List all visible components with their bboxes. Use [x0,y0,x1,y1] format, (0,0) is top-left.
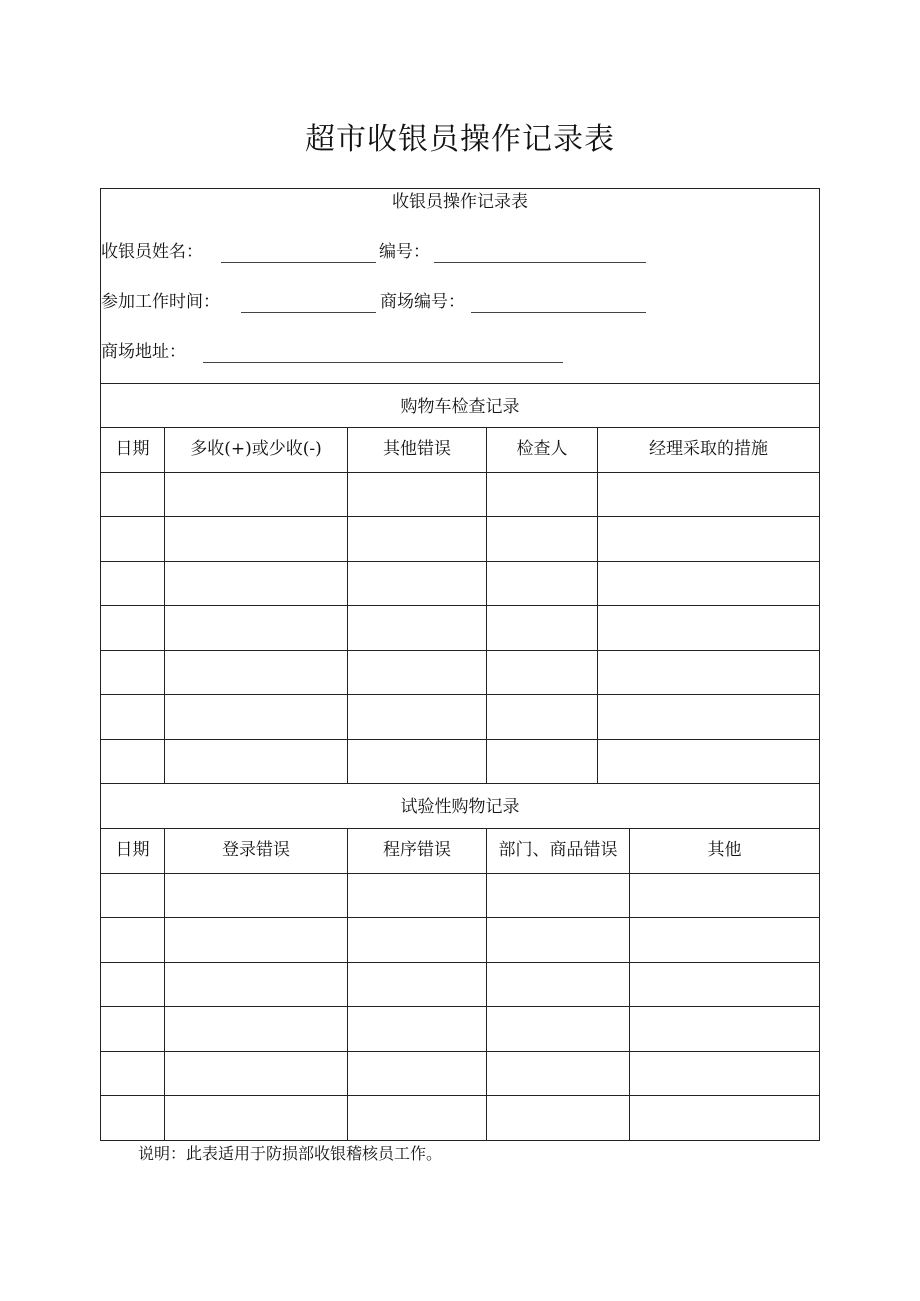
table-cell[interactable] [164,651,347,695]
column-header: 日期 [115,439,150,459]
table-cell[interactable] [629,918,819,962]
table-cell[interactable] [164,1007,347,1051]
column-header: 其他 [629,829,819,873]
table-row [101,605,819,649]
table-cell[interactable] [347,874,486,918]
store-address-field[interactable] [203,362,563,363]
column-header: 程序错误 [347,829,486,873]
table-cell[interactable] [486,1007,629,1051]
start-date-label: 参加工作时间： [101,292,220,312]
table-cell[interactable] [486,473,597,517]
table-cell[interactable] [597,606,819,650]
start-date-field[interactable] [241,312,376,313]
table-cell[interactable] [164,473,347,517]
column-header: 多收(+)或少收(-) [164,428,347,472]
table-cell[interactable] [347,740,486,784]
test-purchase-header-row [101,828,819,872]
table-cell[interactable] [347,963,486,1007]
store-number-field[interactable] [471,312,646,313]
table-cell[interactable] [629,963,819,1007]
table-cell[interactable] [597,473,819,517]
table-cell[interactable] [486,562,597,606]
table-cell[interactable] [486,651,597,695]
page-title: 超市收银员操作记录表 [305,122,615,157]
table-cell[interactable] [101,963,164,1007]
cart-check-header-row [101,427,819,471]
table-row [101,739,819,783]
table-cell[interactable] [164,517,347,561]
table-cell[interactable] [164,1096,347,1140]
table-cell[interactable] [347,1052,486,1096]
table-cell[interactable] [347,1007,486,1051]
form-header: 收银员操作记录表 [392,192,528,212]
table-cell[interactable] [347,695,486,739]
table-cell[interactable] [597,651,819,695]
table-cell[interactable] [164,740,347,784]
store-address-label: 商场地址： [101,342,186,362]
table-row [101,1051,819,1095]
table-cell[interactable] [486,740,597,784]
section-divider [101,383,819,384]
table-row [101,873,819,917]
table-cell[interactable] [101,1052,164,1096]
table-cell[interactable] [347,473,486,517]
table-cell[interactable] [486,918,629,962]
table-cell[interactable] [164,695,347,739]
table-cell[interactable] [347,918,486,962]
table-cell[interactable] [164,562,347,606]
table-row [101,1006,819,1050]
table-cell[interactable] [629,1007,819,1051]
table-cell[interactable] [629,874,819,918]
table-cell[interactable] [101,562,164,606]
table-row [101,1095,819,1139]
table-cell[interactable] [347,562,486,606]
table-cell[interactable] [347,651,486,695]
footnote: 说明：此表适用于防损部收银稽核员工作。 [138,1144,443,1163]
table-cell[interactable] [486,874,629,918]
table-cell[interactable] [629,1096,819,1140]
table-cell[interactable] [486,963,629,1007]
table-row [101,650,819,694]
column-header: 经理采取的措施 [597,428,819,472]
table-row [101,472,819,516]
table-cell[interactable] [597,695,819,739]
table-row [101,516,819,560]
table-cell[interactable] [597,517,819,561]
table-cell[interactable] [486,606,597,650]
cashier-name-label: 收银员姓名： [101,242,203,262]
number-label: 编号： [379,242,430,262]
table-cell[interactable] [164,606,347,650]
test-purchase-title: 试验性购物记录 [400,797,520,817]
table-cell[interactable] [101,918,164,962]
table-row [101,561,819,605]
cart-check-title: 购物车检查记录 [400,397,520,417]
table-row [101,962,819,1006]
column-header: 日期 [115,840,150,860]
table-cell[interactable] [347,1096,486,1140]
section-divider [101,783,819,784]
column-header: 部门、商品错误 [486,829,629,873]
table-cell[interactable] [486,1096,629,1140]
cashier-name-field[interactable] [221,262,376,263]
table-cell[interactable] [101,606,164,650]
table-cell[interactable] [101,517,164,561]
table-cell[interactable] [597,740,819,784]
table-cell[interactable] [164,1052,347,1096]
table-row [101,694,819,738]
column-header: 其他错误 [347,428,486,472]
table-cell[interactable] [486,1052,629,1096]
table-cell[interactable] [101,1096,164,1140]
table-cell[interactable] [101,874,164,918]
table-cell[interactable] [101,473,164,517]
table-cell[interactable] [486,517,597,561]
table-cell[interactable] [347,517,486,561]
table-cell[interactable] [101,1007,164,1051]
table-cell[interactable] [347,606,486,650]
number-field[interactable] [434,262,646,263]
table-cell[interactable] [101,651,164,695]
table-row [101,917,819,961]
table-cell[interactable] [101,740,164,784]
column-header: 检查人 [486,428,597,472]
table-cell[interactable] [486,695,597,739]
table-cell[interactable] [629,1052,819,1096]
table-cell[interactable] [101,695,164,739]
table-cell[interactable] [164,963,347,1007]
table-cell[interactable] [164,918,347,962]
table-cell[interactable] [597,562,819,606]
store-number-label: 商场编号： [380,292,465,312]
record-form [100,188,820,1141]
table-cell[interactable] [164,874,347,918]
column-header: 登录错误 [164,829,347,873]
